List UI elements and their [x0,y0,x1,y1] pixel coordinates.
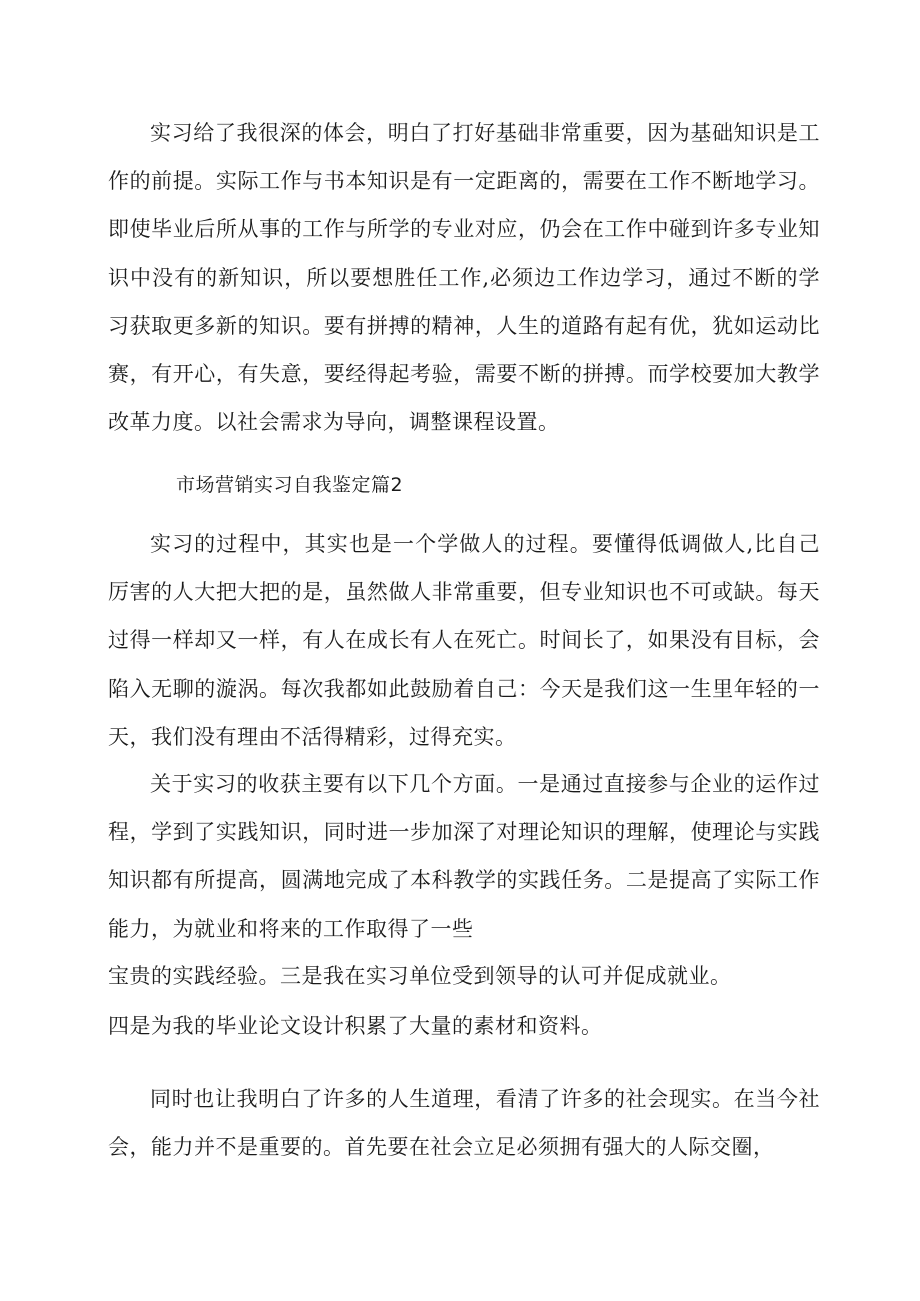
paragraph-2: 实习的过程中，其实也是一个学做人的过程。要懂得低调做人,比自己厉害的人大把大把的是，虽然做人非常重要，但专业知识也不可或缺。每天过得一样却又一样，有人在成长有人在死亡。时间长了，如果没有目标，会陷入无聊的漩涡。每次我都如此鼓励着自己：今天是我们这一生里年轻的一天，我们没有理由不活得精彩，过得充实。 [108,532,820,749]
paragraph-4-line-1: 宝贵的实践经验。三是我在实习单位受到领导的认可并促成就业。 [108,964,732,988]
paragraph-1: 实习给了我很深的体会，明白了打好基础非常重要，因为基础知识是工作的前提。实际工作与书本知识是有一定距离的，需要在工作不断地学习。即使毕业后所从事的工作与所学的专业对应，仍会在工作中碰到许多专业知识中没有的新知识，所以要想胜任工作,必须边工作边学习，通过不断的学习获取更多新的知识。要有拼搏的精神，人生的道路有起有优，犹如运动比赛，有开心，有失意，要经得起考验，需要不断的拼搏。而学校要加大教学改革力度。以社会需求为导向，调整课程设置。 [108,121,820,435]
section-heading: 市场营销实习自我鉴定篇2 [176,474,404,496]
paragraph-3: 关于实习的收获主要有以下几个方面。一是通过直接参与企业的运作过程，学到了实践知识，同时进一步加深了对理论知识的理解，使理论与实践知识都有所提高，圆满地完成了本科教学的实践任务。二是提高了实际工作能力，为就业和将来的工作取得了一些 [108,772,820,941]
paragraph-5: 同时也让我明白了许多的人生道理，看清了许多的社会现实。在当今社会，能力并不是重要的。首先要在社会立足必须拥有强大的人际交圈， [108,1087,820,1160]
paragraph-4-line-2: 四是为我的毕业论文设计积累了大量的素材和资料。 [108,1014,603,1038]
